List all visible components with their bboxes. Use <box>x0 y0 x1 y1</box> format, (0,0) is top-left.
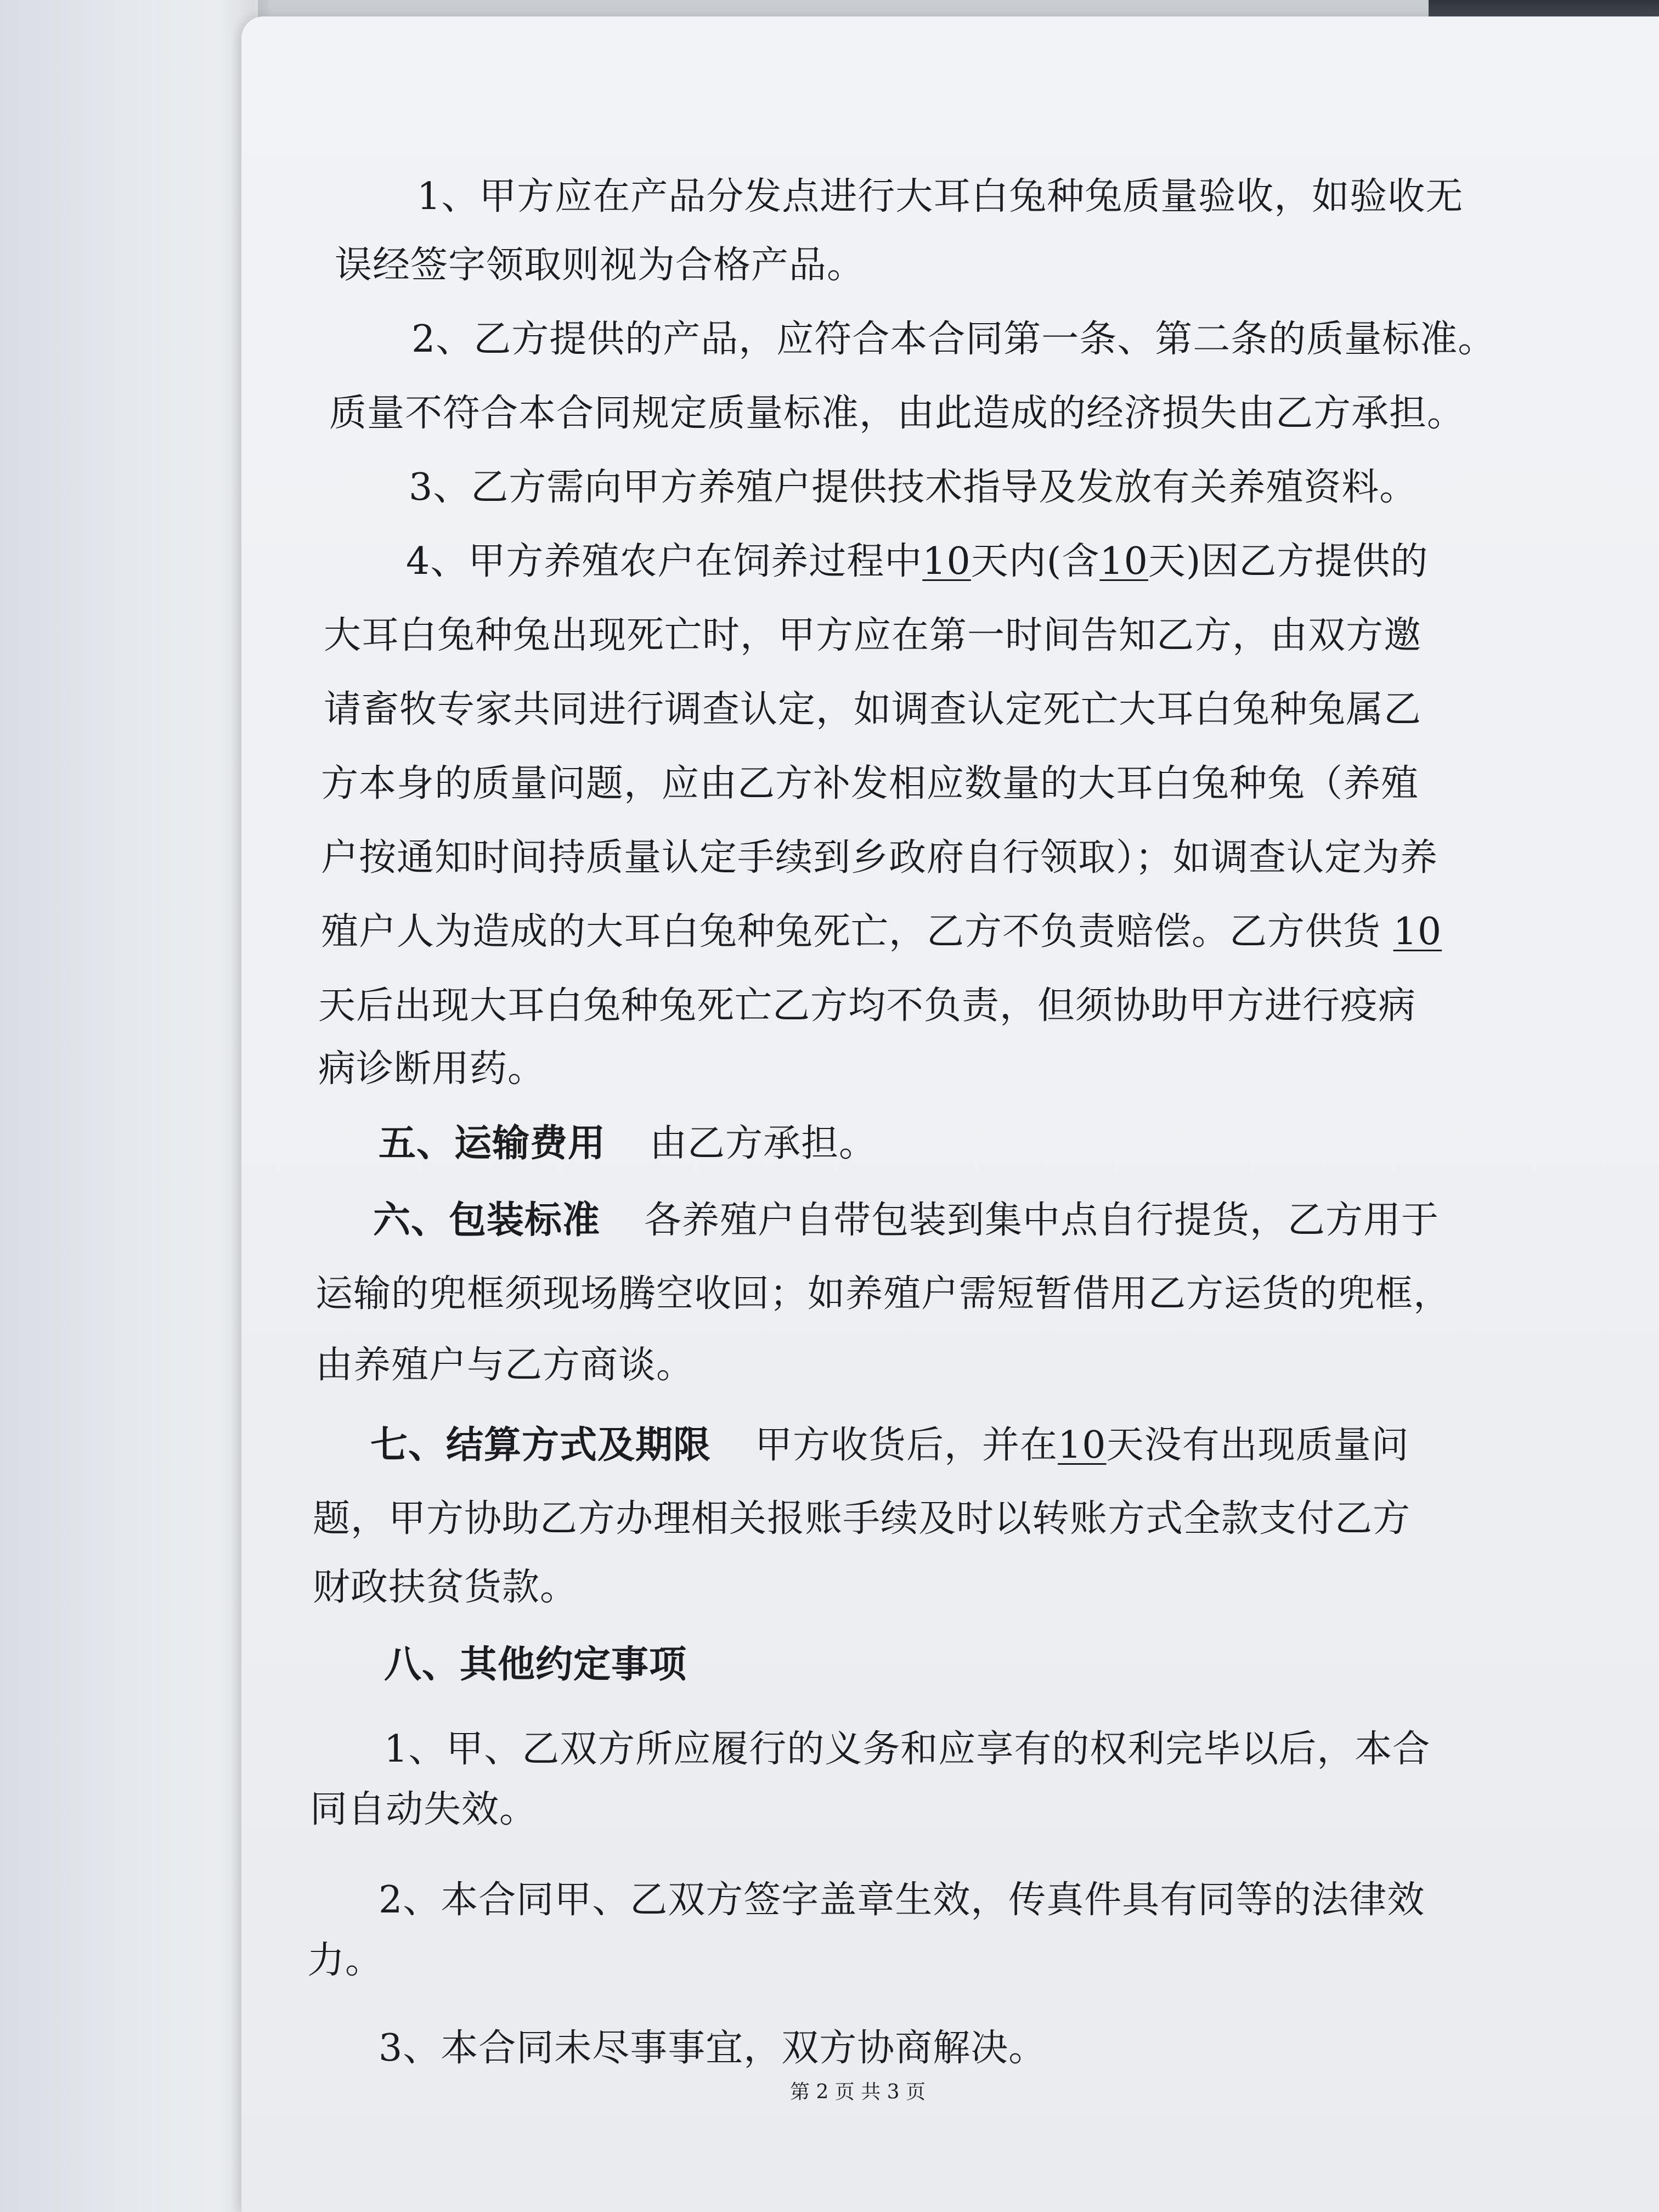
clause-4-line-1 <box>406 540 1429 583</box>
clause-3-line-1: 3、乙方需向甲方养殖户提供技术指导及发放有关养殖资料。 <box>409 466 1418 509</box>
clause-4-days-2: 10 <box>1099 540 1148 583</box>
clause-1-line-2: 误经签字领取则视为合格产品。 <box>335 244 865 287</box>
section-8-item-3-line-1: 3、本合同未尽事事宜，双方协商解决。 <box>379 2027 1047 2070</box>
section-7-heading: 七、结算方式及期限 <box>370 1423 712 1467</box>
section-6-line-3: 由养殖户与乙方商谈。 <box>315 1344 695 1387</box>
clause-4-line-7: 天后出现大耳白兔种兔死亡乙方均不负责，但须协助甲方进行疫病 <box>318 984 1417 1028</box>
clause-4-days-3: 10 <box>1393 910 1442 953</box>
section-7-days: 10 <box>1058 1424 1107 1467</box>
clause-4-text-a: 4、甲方养殖农户在饲养过程中 <box>406 540 923 583</box>
clause-2-line-2: 质量不符合本合同规定质量标准，由此造成的经济损失由乙方承担。 <box>329 392 1465 435</box>
section-6-line-2: 运输的兜框须现场腾空收回；如养殖户需短暂借用乙方运货的兜框， <box>315 1272 1452 1316</box>
clause-4-line-5: 户按通知时间持质量认定手续到乡政府自行领取）；如调查认定为养 <box>321 836 1438 879</box>
section-6-line-1 <box>373 1198 1440 1242</box>
clause-4-line-6-text: 殖户人为造成的大耳白兔种兔死亡，乙方不负责赔偿。乙方供货 <box>321 910 1381 953</box>
clause-4-line-3: 请畜牧专家共同进行调查认定，如调查认定死亡大耳白兔种兔属乙 <box>324 688 1422 731</box>
section-8-item-2-line-2: 力。 <box>307 1939 383 1982</box>
clause-4-text-b: 天内(含 <box>970 540 1100 583</box>
clause-2-line-1: 2、乙方提供的产品，应符合本合同第一条、第二条的质量标准。 <box>411 318 1496 361</box>
section-8-heading: 八、其他约定事项 <box>384 1643 687 1686</box>
section-8-item-1-line-1: 1、甲、乙双方所应履行的义务和应享有的权利完毕以后，本合 <box>384 1728 1431 1771</box>
section-7-line-3: 财政扶贫货款。 <box>313 1566 578 1609</box>
section-7-line-1 <box>370 1423 1409 1467</box>
section-8-item-2-line-1: 2、本合同甲、乙双方签字盖章生效，传真件具有同等的法律效 <box>379 1878 1425 1922</box>
clause-4-line-2: 大耳白兔种兔出现死亡时，甲方应在第一时间告知乙方，由双方邀 <box>324 614 1422 657</box>
page-number: 第 2 页 共 3 页 <box>790 2081 926 2103</box>
section-6-text: 各养殖户自带包装到集中点自行提货，乙方用于 <box>644 1199 1440 1242</box>
section-5-heading: 五、运输费用 <box>379 1121 606 1165</box>
section-5-text: 由乙方承担。 <box>650 1122 877 1165</box>
clause-1-line-1: 1、甲方应在产品分发点进行大耳白兔种兔质量验收，如验收无 <box>417 175 1464 218</box>
clause-4-line-8: 病诊断用药。 <box>318 1047 546 1091</box>
clause-4-text-c: 天)因乙方提供的 <box>1148 540 1429 583</box>
clause-4-line-6 <box>321 910 1442 953</box>
section-5 <box>379 1121 877 1165</box>
clause-4-line-4: 方本身的质量问题，应由乙方补发相应数量的大耳白兔种兔（养殖 <box>321 762 1419 805</box>
section-8-item-1-line-2: 同自动失效。 <box>310 1788 538 1831</box>
clause-4-days-1: 10 <box>922 540 971 583</box>
section-7-text-a: 甲方收货后，并在 <box>755 1424 1058 1467</box>
section-6-heading: 六、包装标准 <box>373 1198 601 1242</box>
section-7-line-2: 题，甲方协助乙方办理相关报账手续及时以转账方式全款支付乙方 <box>313 1497 1411 1541</box>
section-7-text-b: 天没有出现质量问 <box>1106 1424 1409 1467</box>
